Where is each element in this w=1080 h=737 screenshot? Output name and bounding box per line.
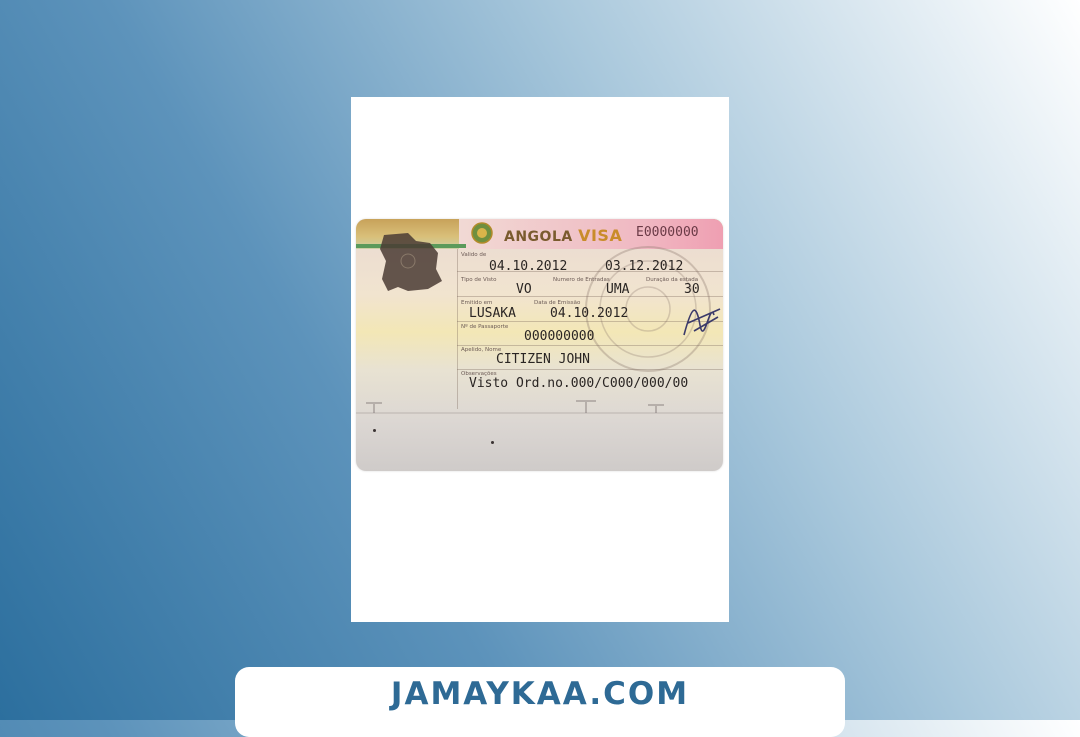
label-stay-days: Duração da estada — [646, 277, 699, 283]
value-issue-date: 04.10.2012 — [550, 306, 629, 321]
mark-dot — [373, 429, 376, 432]
angola-emblem-icon — [471, 222, 493, 244]
value-valid-from: 04.10.2012 — [489, 259, 568, 274]
visa-image-card — [351, 97, 729, 622]
value-observations: Visto Ord.no.000/C000/000/00 — [469, 376, 689, 391]
landscape-pattern — [356, 389, 723, 419]
label-valid: Valido de — [461, 252, 487, 258]
site-name: JAMAYKAA.COM — [390, 676, 690, 712]
footer-banner — [235, 667, 845, 737]
label-passport: Nº de Passaporte — [461, 324, 509, 330]
value-passport-number: 000000000 — [524, 329, 595, 344]
divider — [457, 345, 723, 346]
value-valid-to: 03.12.2012 — [605, 259, 684, 274]
angola-visa-sticker — [356, 219, 723, 471]
mark-dot — [491, 441, 494, 444]
label-name: Apelido, Nome — [461, 347, 502, 353]
angola-map-icon — [378, 231, 446, 295]
value-stay-days: 30 — [684, 282, 700, 297]
value-entries: UMA — [606, 282, 630, 297]
value-holder-name: CITIZEN JOHN — [496, 352, 590, 367]
visa-title-word: VISA — [578, 226, 623, 245]
visa-serial-number: E0000000 — [636, 225, 699, 240]
visa-title-country: ANGOLA — [504, 229, 573, 245]
value-visa-type: VO — [516, 282, 532, 297]
divider — [457, 369, 723, 370]
label-visa-type: Tipo de Visto — [461, 277, 497, 283]
label-issued-at: Emitido em — [461, 300, 493, 306]
label-entries: Numero de Entradas — [553, 277, 610, 283]
signature-icon — [674, 295, 723, 343]
label-issue-date: Data de Emissão — [534, 300, 581, 306]
value-issued-at: LUSAKA — [469, 306, 516, 321]
label-observations: Observações — [461, 371, 497, 377]
